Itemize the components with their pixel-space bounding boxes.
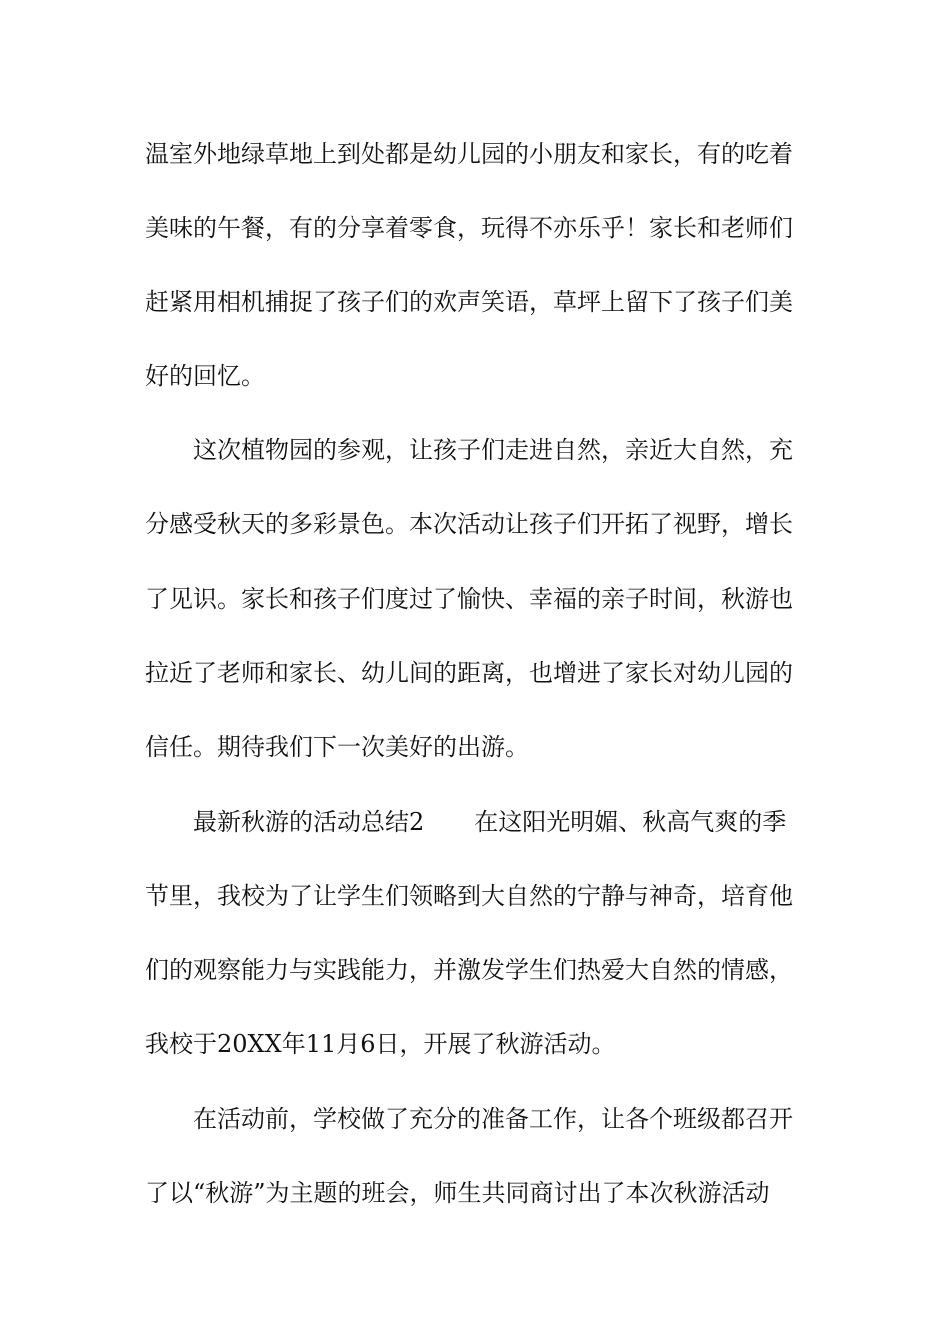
text-line: 我校于20XX年11月6日，开展了秋游活动。 [145,1030,616,1058]
text-line: 温室外地绿草地上到处都是幼儿园的小朋友和家长，有的吃着 [145,140,793,168]
text-line: 了以“秋游”为主题的班会，师生共同商讨出了本次秋游活动 [145,1179,770,1207]
text-line: 拉近了老师和家长、幼儿间的距离，也增进了家长对幼儿园的 [145,659,793,687]
section-heading: 最新秋游的活动总结2 [193,808,425,836]
text-line: 在活动前，学校做了充分的准备工作，让各个班级都召开 [193,1105,793,1133]
text-line: 了见识。家长和孩子们度过了愉快、幸福的亲子时间，秋游也 [145,585,793,613]
section-heading-line [193,802,786,842]
text-line: 在这阳光明媚、秋高气爽的季 [474,808,787,836]
text-line: 赶紧用相机捕捉了孩子们的欢声笑语，草坪上留下了孩子们美 [145,288,793,316]
text-line: 们的观察能力与实践能力，并激发学生们热爱大自然的情感， [145,956,793,984]
text-line: 这次植物园的参观，让孩子们走进自然，亲近大自然，充 [193,436,793,464]
text-line: 美味的午餐，有的分享着零食，玩得不亦乐乎！家长和老师们 [145,214,793,242]
text-line: 好的回忆。 [145,362,265,390]
text-line: 节里，我校为了让学生们领略到大自然的宁静与神奇，培育他 [145,882,793,910]
text-line: 分感受秋天的多彩景色。本次活动让孩子们开拓了视野，增长 [145,510,793,538]
text-line: 信任。期待我们下一次美好的出游。 [145,733,529,761]
